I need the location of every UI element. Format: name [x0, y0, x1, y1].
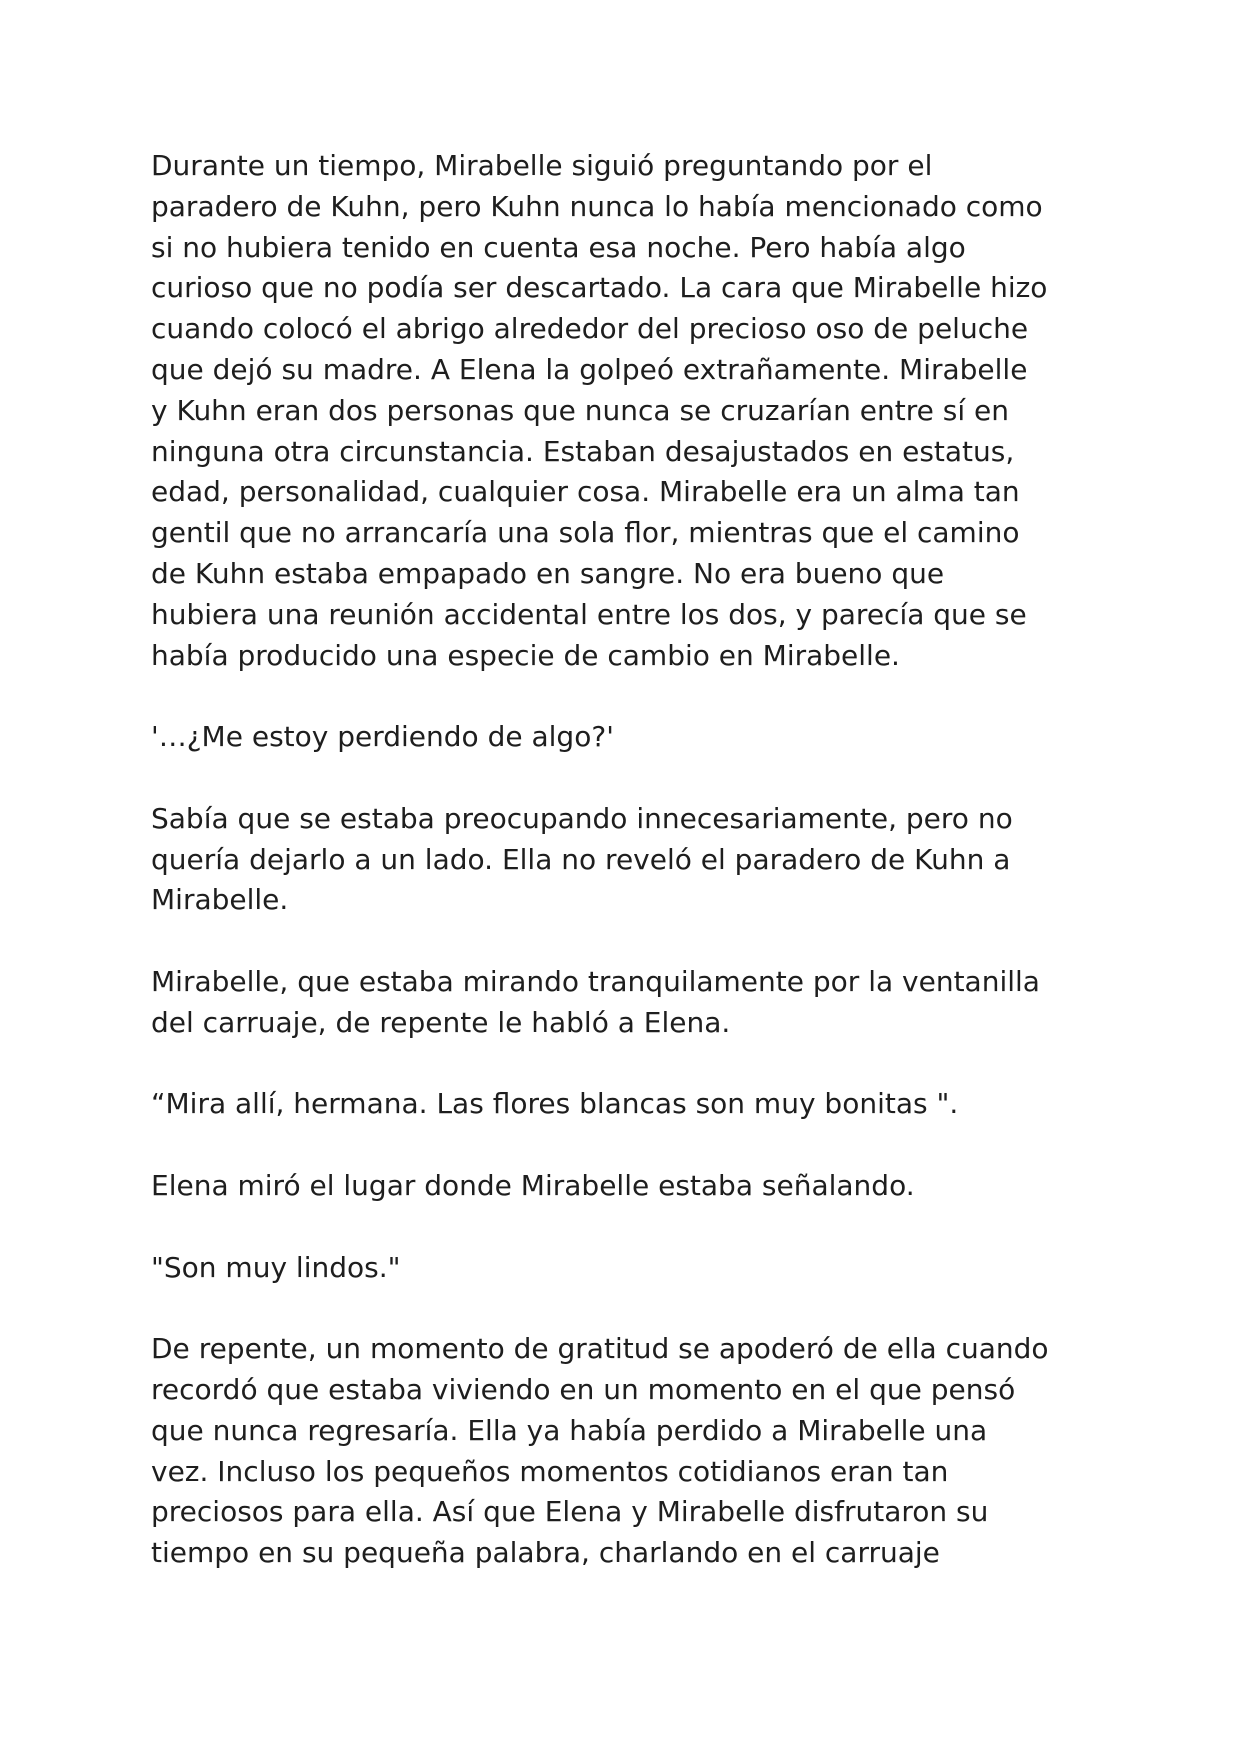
text-line: tiempo en su pequeña palabra, charlando en el carruaje — [151, 1536, 940, 1570]
text-line: cuando colocó el abrigo alrededor del precioso oso de peluche — [151, 312, 1029, 346]
paragraph-5 — [151, 1084, 1111, 1125]
text-line: preciosos para ella. Así que Elena y Mirabelle disfrutaron su — [151, 1495, 989, 1529]
text-line: quería dejarlo a un lado. Ella no reveló el paradero de Kuhn a — [151, 842, 1011, 876]
paragraph-6 — [151, 1166, 1111, 1207]
text-line: Durante un tiempo, Mirabelle siguió preguntando por el — [151, 149, 933, 182]
document-page — [151, 146, 1111, 1615]
paragraph-7 — [151, 1248, 1111, 1289]
text-line: Mirabelle. — [151, 883, 289, 917]
text-line: vez. Incluso los pequeños momentos cotidianos eran tan — [151, 1454, 949, 1488]
paragraph-2 — [151, 717, 1111, 758]
paragraph-4 — [151, 962, 1111, 1044]
text-line: que nunca regresaría. Ella ya había perdido a Mirabelle una — [151, 1413, 988, 1447]
text-line: hubiera una reunión accidental entre los dos, y parecía que se — [151, 597, 1027, 631]
paragraph-1 — [151, 146, 1111, 676]
paragraph-8 — [151, 1329, 1111, 1574]
text-line: gentil que no arrancaría una sola flor, mientras que el camino — [151, 516, 1020, 550]
paragraph-3 — [151, 799, 1111, 921]
text-line: si no hubiera tenido en cuenta esa noche. Pero había algo — [151, 230, 966, 264]
text-line: "Son muy lindos." — [151, 1250, 401, 1284]
text-line: recordó que estaba viviendo en un momento en el que pensó — [151, 1372, 1016, 1406]
text-line: edad, personalidad, cualquier cosa. Mirabelle era un alma tan — [151, 475, 1020, 509]
text-line: '…¿Me estoy perdiendo de algo?' — [151, 720, 614, 754]
text-line: que dejó su madre. A Elena la golpeó extrañamente. Mirabelle — [151, 352, 1028, 386]
text-line: Sabía que se estaba preocupando innecesariamente, pero no — [151, 801, 1013, 835]
text-line: del carruaje, de repente le habló a Elena. — [151, 1005, 731, 1039]
text-line: “Mira allí, hermana. Las flores blancas son muy bonitas ". — [151, 1087, 959, 1121]
text-line: de Kuhn estaba empapado en sangre. No era bueno que — [151, 556, 945, 590]
text-line: curioso que no podía ser descartado. La cara que Mirabelle hizo — [151, 271, 1048, 305]
text-line: De repente, un momento de gratitud se apoderó de ella cuando — [151, 1332, 1049, 1366]
text-line: había producido una especie de cambio en Mirabelle. — [151, 638, 900, 672]
text-line: ninguna otra circunstancia. Estaban desajustados en estatus, — [151, 434, 1015, 468]
text-line: Elena miró el lugar donde Mirabelle estaba señalando. — [151, 1168, 915, 1202]
text-line: Mirabelle, que estaba mirando tranquilamente por la ventanilla — [151, 964, 1040, 998]
text-line: y Kuhn eran dos personas que nunca se cruzarían entre sí en — [151, 393, 1010, 427]
text-line: paradero de Kuhn, pero Kuhn nunca lo había mencionado como — [151, 189, 1043, 223]
